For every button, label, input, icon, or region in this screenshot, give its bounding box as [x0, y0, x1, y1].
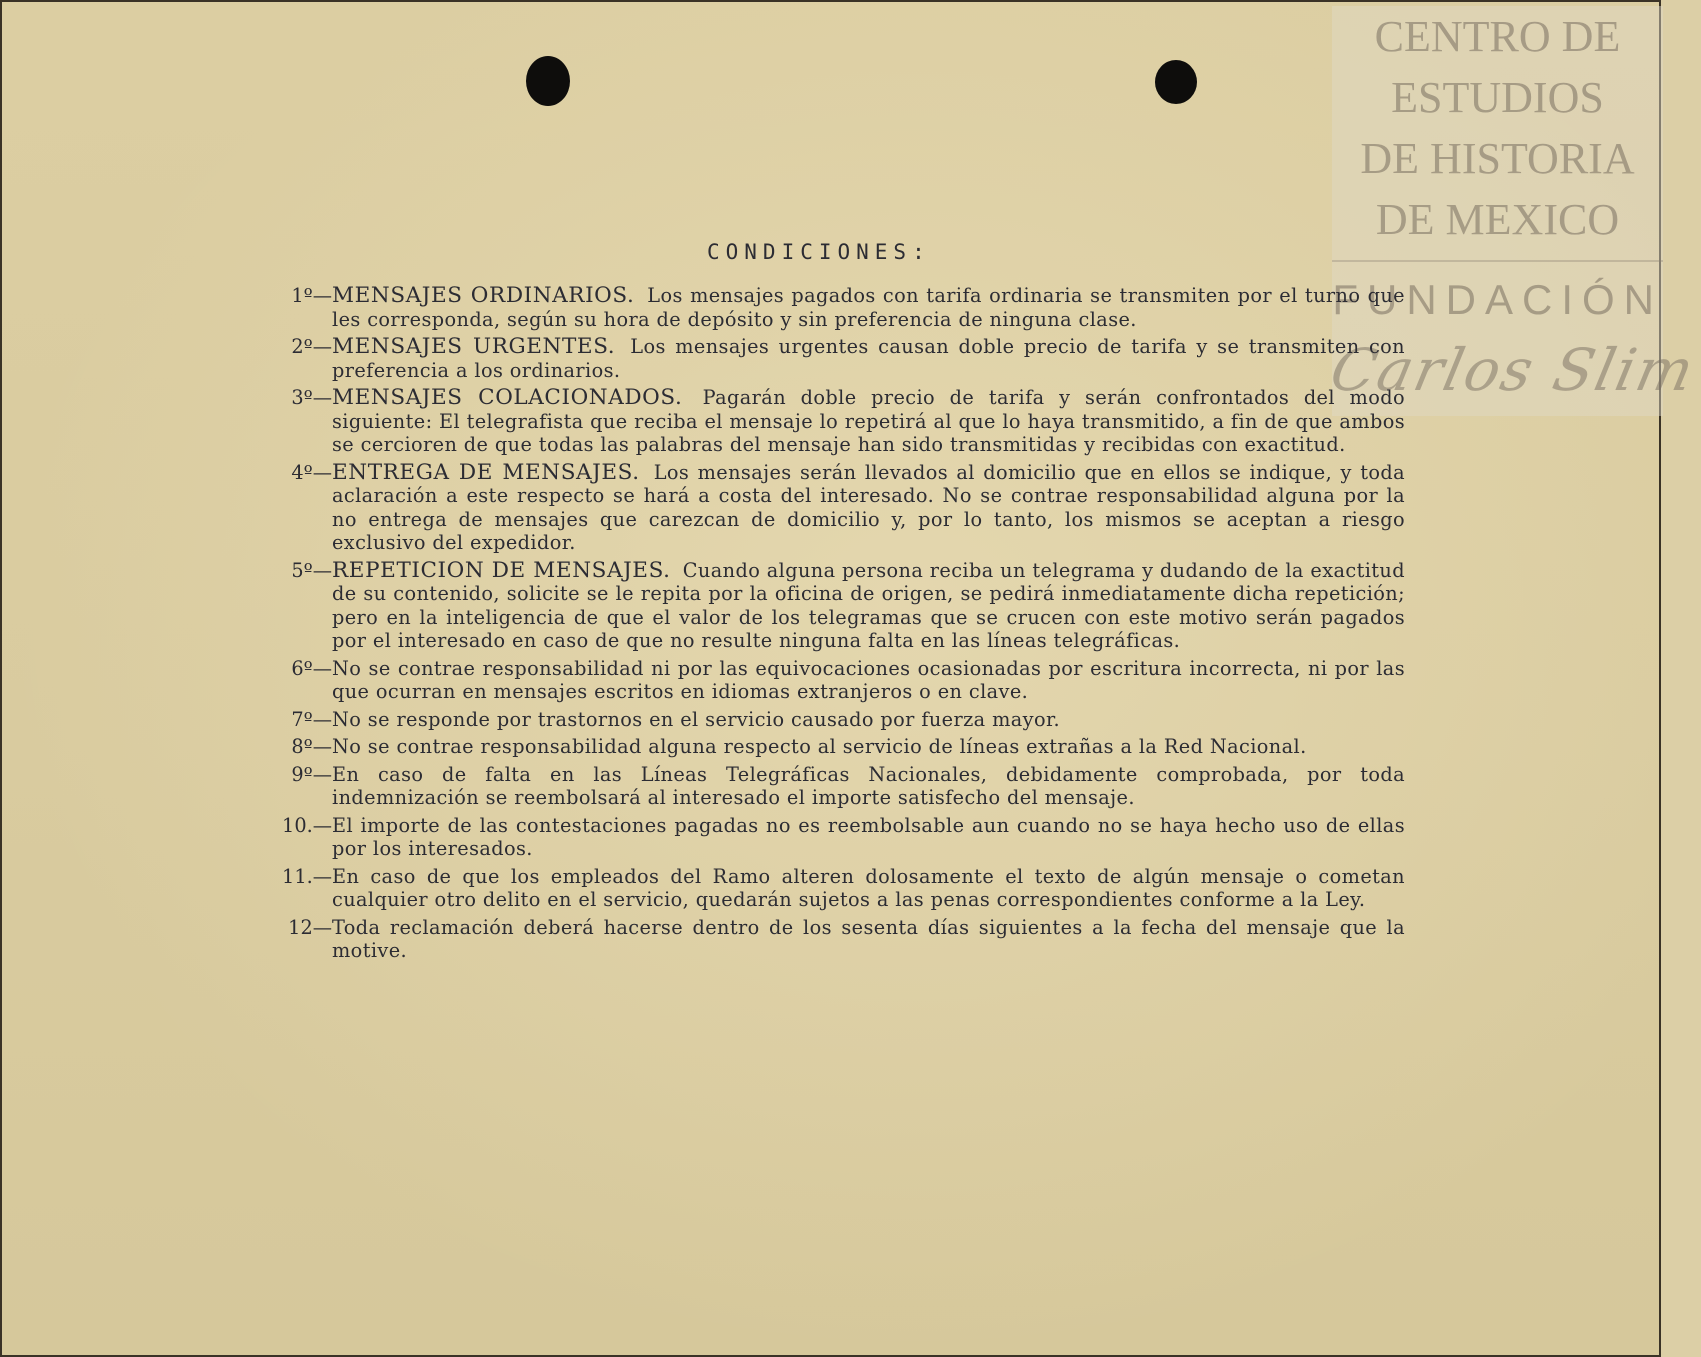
condition-body: [332, 386, 1405, 457]
condition-body: [332, 763, 1405, 810]
conditions-title: CONDICIONES:: [707, 240, 931, 264]
condition-body: [332, 865, 1405, 912]
condition-text: Los mensajes pagados con tarifa ordinaria se transmiten por el turno que les corresponda, según su hora de depósito y sin preferencia de ninguna clase.: [332, 284, 1405, 331]
condition-heading: REPETICION DE MENSAJES.: [332, 557, 671, 583]
condition-number: 10.—: [282, 813, 332, 837]
condition-number: 7º—: [291, 707, 332, 731]
condition-text: El importe de las contestaciones pagadas no es reembolsable aun cuando no se haya hecho uso de ellas por los interesados.: [332, 813, 1405, 860]
condition-number: 5º—: [291, 558, 332, 582]
condition-number: 1º—: [291, 284, 332, 307]
condition-body: [332, 461, 1405, 555]
condition-body: [332, 735, 1405, 759]
condition-item: [270, 461, 1405, 555]
condition-item: [270, 657, 1405, 704]
condition-item: [270, 284, 1405, 331]
condition-item: [270, 708, 1405, 732]
condition-body: [332, 284, 1405, 331]
condition-item: [270, 386, 1405, 457]
watermark-line-3: DE HISTORIA: [1360, 134, 1635, 183]
condition-item: [270, 865, 1405, 912]
condition-heading: MENSAJES URGENTES.: [332, 334, 616, 359]
punch-hole-right: [1155, 60, 1197, 104]
condition-number: 3º—: [291, 386, 332, 409]
condition-text: Toda reclamación deberá hacerse dentro de los sesenta días siguientes a la fecha del mensaje que la motive.: [332, 915, 1405, 962]
condition-heading: MENSAJES COLACIONADOS.: [332, 385, 683, 410]
watermark-line-2: ESTUDIOS: [1391, 73, 1604, 122]
condition-heading: ENTREGA DE MENSAJES.: [332, 459, 640, 485]
condition-item: [270, 814, 1405, 861]
watermark-signature: Carlos Slim: [1324, 336, 1701, 404]
watermark-divider: [1332, 260, 1663, 262]
condition-body: [332, 335, 1405, 382]
condition-text: Pagarán doble precio de tarifa y serán confrontados del modo siguiente: El telegrafista que reciba el mensaje lo repetirá al que lo haya transmitido, a fin de que ambos se cercioren de que todas las palabras del mensaje han sido transmitidas y recibidas con exactitud.: [332, 386, 1406, 456]
condition-text: Los mensajes serán llevados al domicilio que en ellos se indique, y toda aclaración a este respecto se hará a costa del interesado. No se contrae responsabilidad alguna por la no entrega de mensajes que carezcan de domicilio y, por lo tanto, los mismos se aceptan a riesgo exclusivo del expedidor.: [332, 460, 1406, 554]
condition-heading: MENSAJES ORDINARIOS.: [332, 283, 635, 308]
condition-text: No se contrae responsabilidad ni por las equivocaciones ocasionadas por escritura incorrecta, ni por las que ocurran en mensajes escritos en idiomas extranjeros o en clave.: [332, 656, 1405, 703]
condition-number: 11.—: [282, 864, 332, 888]
condition-body: [332, 708, 1405, 732]
condition-text: Los mensajes urgentes causan doble precio de tarifa y se transmiten con preferencia a los ordinarios.: [332, 335, 1405, 382]
watermark-foundation: FUNDACIÓN: [1332, 276, 1663, 323]
condition-text: En caso de falta en las Líneas Telegráficas Nacionales, debidamente comprobada, por toda indemnización se reembolsará al interesado el importe satisfecho del mensaje.: [332, 762, 1405, 809]
condition-body: [332, 657, 1405, 704]
condition-text: En caso de que los empleados del Ramo alteren dolosamente el texto de algún mensaje o cometan cualquier otro delito en el servicio, quedarán sujetos a las penas correspondientes conforme a la Ley.: [332, 864, 1405, 911]
punch-hole-left: [526, 56, 570, 106]
condition-number: 9º—: [291, 762, 332, 786]
condition-item: [270, 763, 1405, 810]
condition-item: [270, 335, 1405, 382]
condition-body: [332, 559, 1405, 653]
condition-item: [270, 735, 1405, 759]
condition-number: 8º—: [291, 735, 332, 758]
condition-number: 12—: [288, 915, 332, 939]
condition-body: [332, 916, 1405, 963]
condition-text: No se contrae responsabilidad alguna respecto al servicio de líneas extrañas a la Red Nacional.: [332, 735, 1307, 758]
condition-number: 6º—: [291, 656, 332, 680]
condition-text: No se responde por trastornos en el servicio causado por fuerza mayor.: [332, 707, 1060, 731]
condition-item: [270, 916, 1405, 963]
watermark-line-4: DE MEXICO: [1375, 195, 1620, 244]
condition-text: Cuando alguna persona reciba un telegrama y dudando de la exactitud de su contenido, solicite se le repita por la oficina de origen, se pedirá inmediatamente dicha repetición; pero en la inteligencia de que el valor de los telegramas que se crucen con este motivo serán pagados por el interesado en caso de que no resulte ninguna falta en las líneas telegráficas.: [332, 558, 1405, 652]
watermark-line-1: CENTRO DE: [1374, 12, 1621, 61]
condition-number: 4º—: [291, 460, 332, 484]
condition-number: 2º—: [291, 335, 332, 358]
condition-body: [332, 814, 1405, 861]
conditions-list: [270, 284, 1405, 967]
condition-item: [270, 559, 1405, 653]
